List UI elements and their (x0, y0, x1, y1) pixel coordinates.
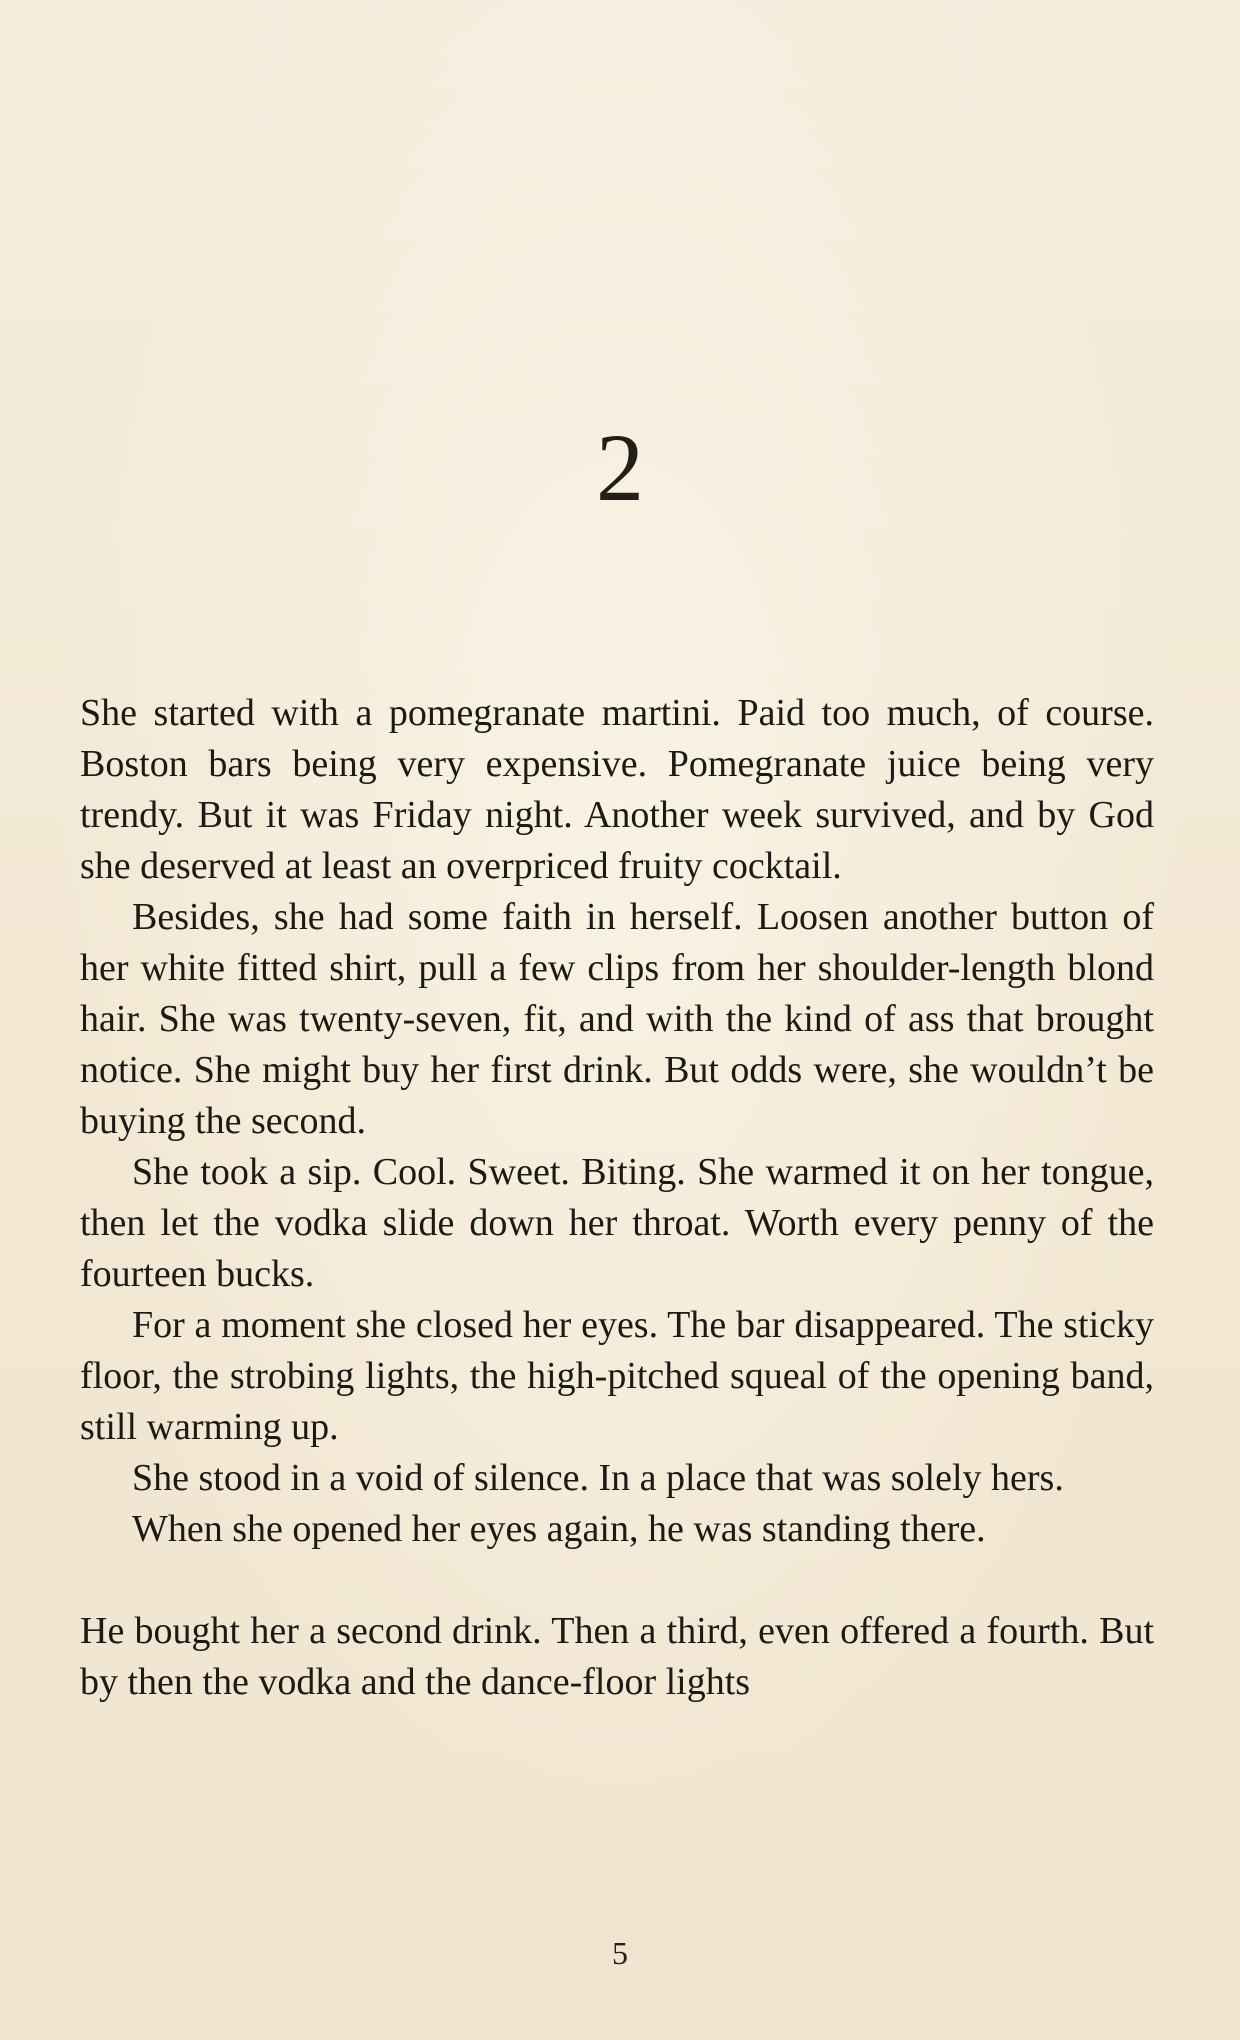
paragraph-1: She started with a pomegranate martini. Paid too much, of course. Boston bars being very expensive. Pomegranate juice being very trendy. But it was Friday night. Another week survived, and by God she deserved at least an overpriced fruity cocktail. (80, 692, 1154, 887)
chapter-body-text (80, 688, 1154, 1708)
paragraph-2: Besides, she had some faith in herself. Loosen another button of her white fitted shirt, pull a few clips from her shoulder-length blond hair. She was twenty-seven, fit, and with the kind of ass that brought notice. She might buy her first drink. But odds were, she wouldn’t be buying the second. (80, 896, 1154, 1142)
paragraph-4: For a moment she closed her eyes. The bar disappeared. The sticky floor, the strobing lights, the high-pitched squeal of the opening band, still warming up. (80, 1304, 1154, 1448)
chapter-number: 2 (596, 414, 644, 521)
paragraph-7: He bought her a second drink. Then a third, even offered a fourth. But by then the vodka and the dance-floor lights (80, 1610, 1154, 1703)
paragraph-3: She took a sip. Cool. Sweet. Biting. She warmed it on her tongue, then let the vodka slide down her throat. Worth every penny of the fourteen bucks. (80, 1151, 1154, 1295)
paragraph-6: When she opened her eyes again, he was standing there. (132, 1508, 986, 1550)
paragraph-5: She stood in a void of silence. In a place that was solely hers. (132, 1457, 1064, 1499)
page-number: 5 (612, 1935, 628, 1971)
